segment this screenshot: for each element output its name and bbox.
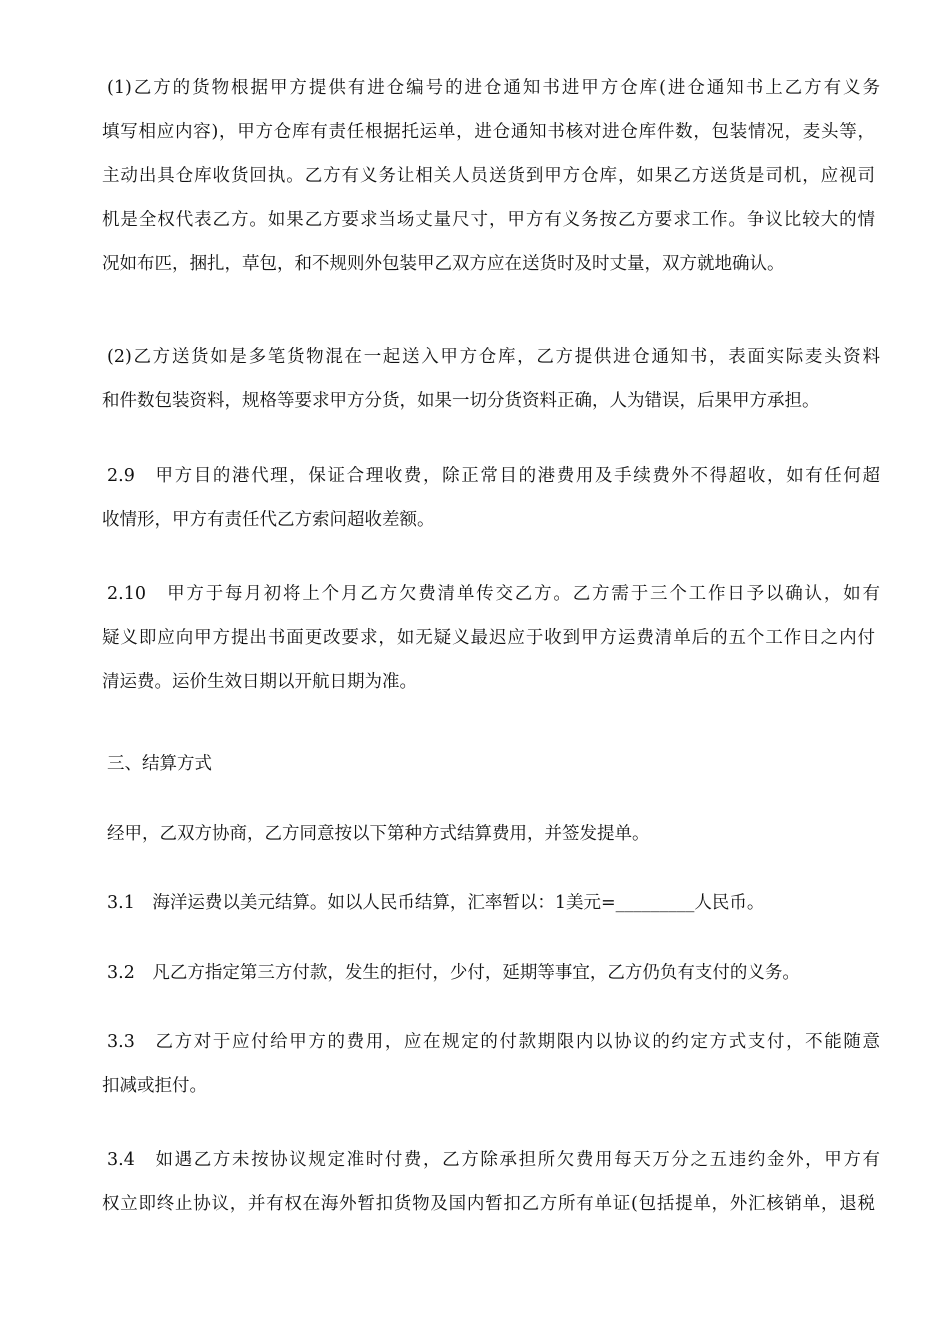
- paragraph-line: 主动出具仓库收货回执。乙方有义务让相关人员送货到甲方仓库，如果乙方送货是司机，应视司: [102, 166, 875, 186]
- paragraph-1: [102, 66, 887, 286]
- paragraph-3-1: [107, 881, 887, 925]
- paragraph-3-2: [107, 951, 887, 995]
- paragraph-line: 收情形，甲方有责任代乙方索问超收差额。: [102, 510, 435, 530]
- paragraph-line: 3.3 乙方对于应付给甲方的费用，应在规定的付款期限内以协议的约定方式支付，不能随意: [107, 1032, 880, 1052]
- paragraph-line: 2.9 甲方目的港代理，保证合理收费，除正常目的港费用及手续费外不得超收，如有任何超: [107, 466, 880, 486]
- paragraph-agreement: [107, 812, 887, 856]
- paragraph-line: 清运费。运价生效日期以开航日期为准。: [102, 672, 417, 692]
- paragraph-line: 3.1 海洋运费以美元结算。如以人民币结算，汇率暂以：1美元=_________人民币。: [107, 893, 765, 913]
- paragraph-line: 疑义即应向甲方提出书面更改要求，如无疑义最迟应于收到甲方运费清单后的五个工作日之内付: [102, 628, 875, 648]
- paragraph-line: 经甲，乙双方协商，乙方同意按以下第种方式结算费用，并签发提单。: [107, 824, 650, 844]
- paragraph-line: 权立即终止协议，并有权在海外暂扣货物及国内暂扣乙方所有单证(包括提单，外汇核销单，退税: [102, 1194, 875, 1214]
- paragraph-2-9: [102, 454, 887, 542]
- paragraph-line: 3.2 凡乙方指定第三方付款，发生的拒付，少付，延期等事宜，乙方仍负有支付的义务。: [107, 963, 800, 983]
- paragraph-line: (2)乙方送货如是多笔货物混在一起送入甲方仓库，乙方提供进仓通知书，表面实际麦头资料: [107, 347, 880, 367]
- paragraph-2-10: [102, 572, 887, 704]
- paragraph-line: 和件数包装资料，规格等要求甲方分货，如果一切分货资料正确，人为错误，后果甲方承担。: [102, 391, 820, 411]
- paragraph-line: 2.10 甲方于每月初将上个月乙方欠费清单传交乙方。乙方需于三个工作日予以确认，如有: [107, 584, 880, 604]
- paragraph-3-3: [102, 1020, 887, 1108]
- paragraph-3-4: [102, 1138, 887, 1226]
- section-heading: 三、结算方式: [107, 754, 212, 774]
- paragraph-line: 况如布匹，捆扎，草包，和不规则外包装甲乙双方应在送货时及时丈量，双方就地确认。: [102, 254, 785, 274]
- paragraph-line: 填写相应内容)，甲方仓库有责任根据托运单，进仓通知书核对进仓库件数，包装情况，麦头等，: [102, 122, 875, 142]
- paragraph-line: 3.4 如遇乙方未按协议规定准时付费，乙方除承担所欠费用每天万分之五违约金外，甲方有: [107, 1150, 880, 1170]
- section-heading-settlement: [107, 742, 887, 786]
- paragraph-line: (1)乙方的货物根据甲方提供有进仓编号的进仓通知书进甲方仓库(进仓通知书上乙方有义务: [107, 78, 880, 98]
- paragraph-2: [102, 335, 887, 423]
- paragraph-line: 机是全权代表乙方。如果乙方要求当场丈量尺寸，甲方有义务按乙方要求工作。争议比较大的情: [102, 210, 875, 230]
- paragraph-line: 扣减或拒付。: [102, 1076, 207, 1096]
